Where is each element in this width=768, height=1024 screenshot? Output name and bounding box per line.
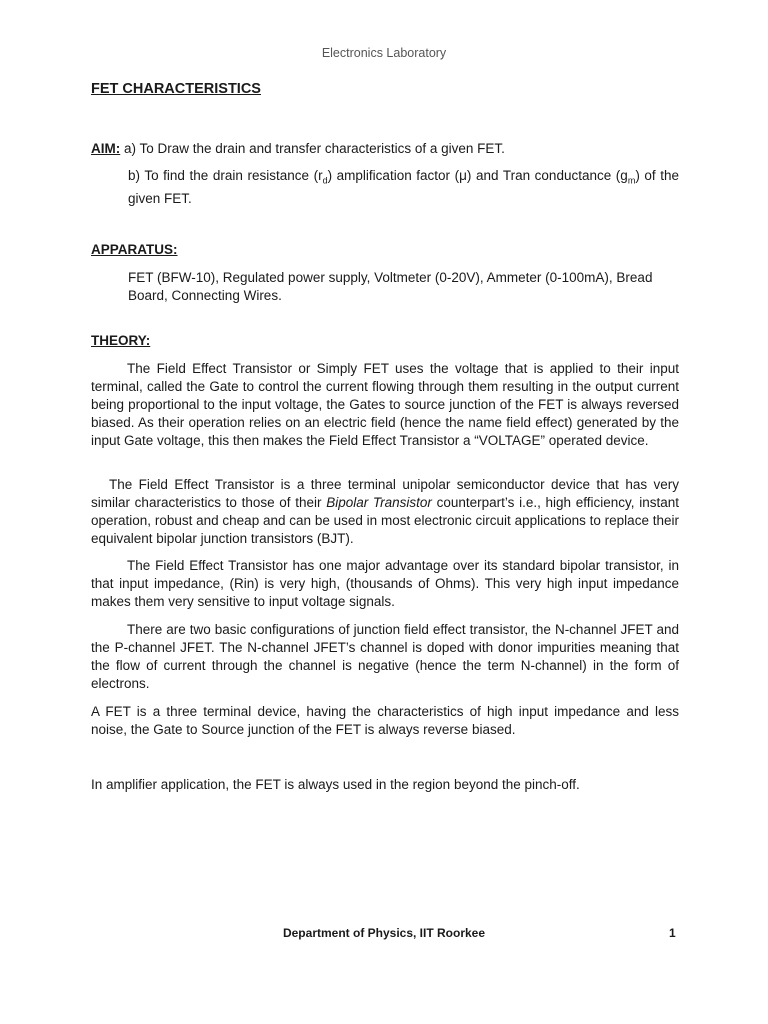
theory-paragraph-6: In amplifier application, the FET is always used in the region beyond the pinch-off. (91, 777, 580, 792)
theory-p4-text: There are two basic configurations of junction field effect transistor, the N-channel JFET and the P-channel JFET. The N-channel JFET’s channel is doped with donor impurities meaning that the flow of current through the channel is negative (hence the term N-channel) in the form of electrons. (91, 622, 679, 691)
theory-p2-italic: Bipolar Transistor (326, 495, 432, 510)
theory-p2-part2: counterpart’s i.e., high efficiency, instant operation, robust and cheap and can be used in most electronic circuit applications to replace their equivalent bipolar junction transistors (BJT). (91, 495, 679, 546)
theory-heading: THEORY: (91, 333, 151, 348)
aim-line-a (91, 140, 505, 158)
page-number: 1 (669, 926, 676, 940)
theory-paragraph-2 (91, 476, 679, 548)
theory-paragraph-5: A FET is a three terminal device, having the characteristics of high input impedance and less noise, the Gate to Source junction of the FET is always reverse biased. (91, 704, 679, 737)
theory-paragraph-4 (91, 621, 679, 693)
aim-b-part2: ) amplification factor (μ) and Tran conductance (g (327, 168, 628, 183)
page-header: Electronics Laboratory (321, 46, 447, 60)
theory-p1-text: The Field Effect Transistor or Simply FET uses the voltage that is applied to their input terminal, called the Gate to control the current flowing through them resulting in the output current being proportional to the input voltage, the Gates to source junction of the FET is always reversed biased. As their operation relies on an electric field (hence the name field effect) generated by the input Gate voltage, this then makes the Field Effect Transistor a “VOLTAGE” operated device. (91, 361, 679, 448)
footer-department: Department of Physics, IIT Roorkee (282, 926, 486, 940)
theory-p2-part1: The Field Effect Transistor is a three terminal unipolar semiconductor device that has very similar characteristics to those of their (91, 477, 679, 510)
aim-line-b (128, 167, 679, 208)
document-title: FET CHARACTERISTICS (91, 81, 261, 97)
aim-label: AIM: (91, 141, 121, 156)
theory-p3-text: The Field Effect Transistor has one major advantage over its standard bipolar transistor, in that input impedance, (Rin) is very high, (thousands of Ohms). This very high input impedance makes them very sensitive to input voltage signals. (91, 558, 679, 609)
aim-a-text: a) To Draw the drain and transfer characteristics of a given FET. (124, 141, 505, 156)
aim-b-sub2: m (627, 175, 636, 186)
aim-b-part3: ) of the given FET. (128, 168, 680, 206)
theory-paragraph-1 (91, 360, 679, 450)
aim-b-part1: b) To find the drain resistance (r (128, 168, 323, 183)
apparatus-heading: APPARATUS: (91, 242, 178, 257)
theory-paragraph-3 (91, 557, 679, 611)
aim-b-sub1: d (322, 175, 328, 186)
apparatus-text: FET (BFW-10), Regulated power supply, Voltmeter (0-20V), Ammeter (0-100mA), Bread Board, Connecting Wires. (128, 270, 653, 303)
